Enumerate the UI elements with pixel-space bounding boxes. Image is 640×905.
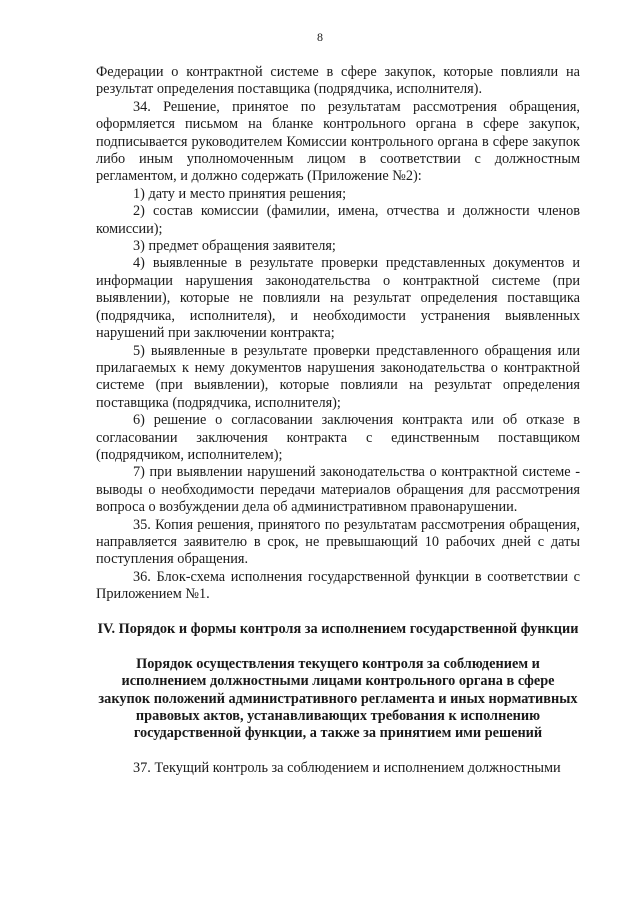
list-item-4: 4) выявленные в результате проверки представленных документов и информации нарушения законодательства о контрактной системе (при выявлении), которые не повлияли на результат определения поставщика (подрядчика, исполнителя), и необходимости устранения выявленных нарушений при заключении контракта;	[96, 255, 580, 342]
section-heading: IV. Порядок и формы контроля за исполнением государственной функции	[97, 620, 579, 637]
list-item-1: 1) дату и место принятия решения;	[133, 185, 347, 202]
spacer	[96, 604, 580, 621]
subsection-heading: Порядок осуществления текущего контроля за соблюдением и исполнением должностными лицами контрольного органа в сфере закупок положений административного регламента и иных нормативных правовых актов, устанавливающих требования к исполнению государственной функции, а также за принятием ими решений	[98, 655, 578, 742]
paragraph-36: 36. Блок-схема исполнения государственной функции в соответствии с Приложением №1.	[96, 568, 580, 603]
paragraph-37: 37. Текущий контроль за соблюдением и исполнением должностными	[133, 760, 561, 777]
list-item-7: 7) при выявлении нарушений законодательства о контрактной системе - выводы о необходимости передачи материалов обращения для рассмотрения вопроса о возбуждении дела об административном правонарушении.	[96, 464, 580, 516]
spacer	[96, 743, 580, 760]
document-body	[96, 64, 580, 778]
list-item-3: 3) предмет обращения заявителя;	[133, 238, 336, 255]
list-item-2: 2) состав комиссии (фамилии, имена, отчества и должности членов комиссии);	[96, 203, 580, 237]
list-item-6: 6) решение о согласовании заключения контракта или об отказе в согласовании заключения контракта с единственным поставщиком (подрядчиком, исполнителем);	[96, 412, 580, 463]
page-number: 8	[317, 30, 323, 44]
paragraph-continuation: Федерации о контрактной системе в сфере закупок, которые повлияли на результат определения поставщика (подрядчика, исполнителя).	[96, 64, 580, 98]
spacer	[96, 638, 580, 655]
paragraph-34: 34. Решение, принятое по результатам рассмотрения обращения, оформляется письмом на бланке контрольного органа в сфере закупок, подписывается руководителем Комиссии контрольного органа в сфере закупок либо иным уполномоченным лицом в соответствии с должностным регламентом, и должно содержать (Приложение №2):	[96, 98, 580, 185]
paragraph-35: 35. Копия решения, принятого по результатам рассмотрения обращения, направляется заявителю в срок, не превышающий 10 рабочих дней с даты поступления обращения.	[96, 516, 580, 568]
list-item-5: 5) выявленные в результате проверки представленного обращения или прилагаемых к нему документов нарушения законодательства о контрактной системе (при выявлении), которые повлияли на результат определения поставщика (подрядчика, исполнителя);	[96, 342, 580, 411]
